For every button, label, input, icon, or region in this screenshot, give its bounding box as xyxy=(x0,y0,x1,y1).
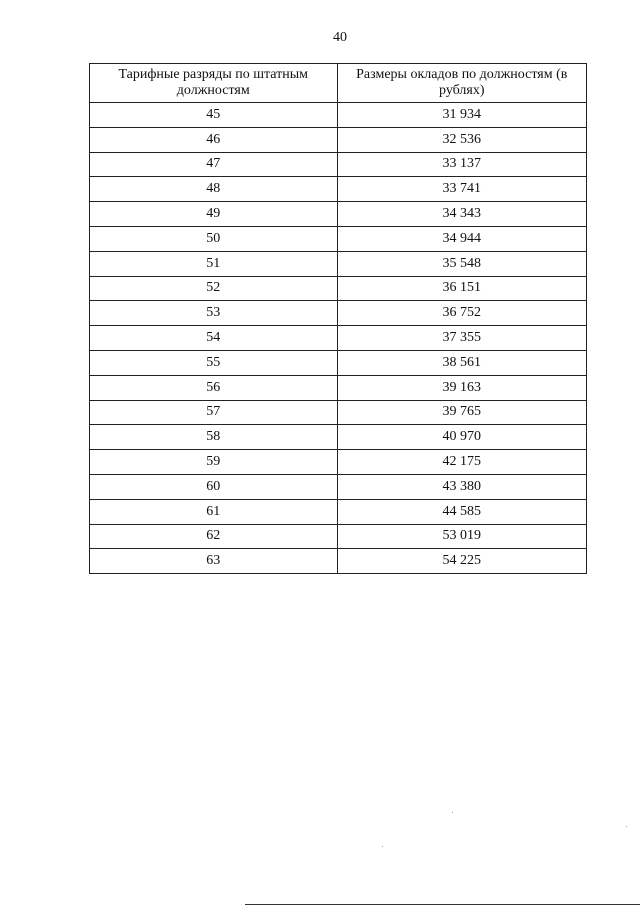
cell-salary: 31 934 xyxy=(337,103,587,128)
cell-salary: 40 970 xyxy=(337,425,587,450)
cell-grade: 47 xyxy=(90,152,338,177)
table-row xyxy=(90,549,587,574)
scan-speck xyxy=(382,846,383,847)
cell-salary: 39 765 xyxy=(337,400,587,425)
cell-salary: 37 355 xyxy=(337,326,587,351)
table-row xyxy=(90,226,587,251)
cell-salary: 35 548 xyxy=(337,251,587,276)
table-row xyxy=(90,103,587,128)
cell-salary: 42 175 xyxy=(337,450,587,475)
table-row xyxy=(90,375,587,400)
table-row xyxy=(90,251,587,276)
table-row xyxy=(90,152,587,177)
cell-salary: 39 163 xyxy=(337,375,587,400)
cell-grade: 59 xyxy=(90,450,338,475)
table-row xyxy=(90,400,587,425)
header-grade: Тарифные разряды по штатным должностям xyxy=(90,64,338,103)
cell-salary: 36 752 xyxy=(337,301,587,326)
table-body xyxy=(90,103,587,574)
scan-speck xyxy=(626,826,627,827)
table-row xyxy=(90,350,587,375)
cell-grade: 55 xyxy=(90,350,338,375)
table-row xyxy=(90,499,587,524)
cell-salary: 54 225 xyxy=(337,549,587,574)
page-number: 40 xyxy=(333,30,347,45)
cell-grade: 51 xyxy=(90,251,338,276)
scan-speck xyxy=(452,812,453,813)
cell-grade: 63 xyxy=(90,549,338,574)
cell-salary: 33 741 xyxy=(337,177,587,202)
cell-salary: 43 380 xyxy=(337,474,587,499)
cell-grade: 46 xyxy=(90,127,338,152)
cell-salary: 36 151 xyxy=(337,276,587,301)
salary-table xyxy=(89,63,587,574)
table-row xyxy=(90,177,587,202)
table-row xyxy=(90,301,587,326)
cell-grade: 50 xyxy=(90,226,338,251)
table-header xyxy=(90,64,587,103)
cell-grade: 61 xyxy=(90,499,338,524)
cell-grade: 56 xyxy=(90,375,338,400)
cell-grade: 52 xyxy=(90,276,338,301)
cell-grade: 45 xyxy=(90,103,338,128)
cell-grade: 48 xyxy=(90,177,338,202)
cell-salary: 53 019 xyxy=(337,524,587,549)
cell-grade: 58 xyxy=(90,425,338,450)
cell-salary: 38 561 xyxy=(337,350,587,375)
cell-salary: 34 944 xyxy=(337,226,587,251)
table-row xyxy=(90,276,587,301)
table-row xyxy=(90,524,587,549)
cell-grade: 53 xyxy=(90,301,338,326)
cell-salary: 34 343 xyxy=(337,202,587,227)
cell-salary: 44 585 xyxy=(337,499,587,524)
cell-grade: 49 xyxy=(90,202,338,227)
table-row xyxy=(90,474,587,499)
table-row xyxy=(90,450,587,475)
cell-grade: 54 xyxy=(90,326,338,351)
header-salary: Размеры окладов по должностям (в рублях) xyxy=(337,64,587,103)
table-header-row xyxy=(90,64,587,103)
cell-grade: 60 xyxy=(90,474,338,499)
table-row xyxy=(90,127,587,152)
cell-grade: 57 xyxy=(90,400,338,425)
table-row xyxy=(90,425,587,450)
cell-grade: 62 xyxy=(90,524,338,549)
table-row xyxy=(90,202,587,227)
cell-salary: 33 137 xyxy=(337,152,587,177)
cell-salary: 32 536 xyxy=(337,127,587,152)
table-row xyxy=(90,326,587,351)
